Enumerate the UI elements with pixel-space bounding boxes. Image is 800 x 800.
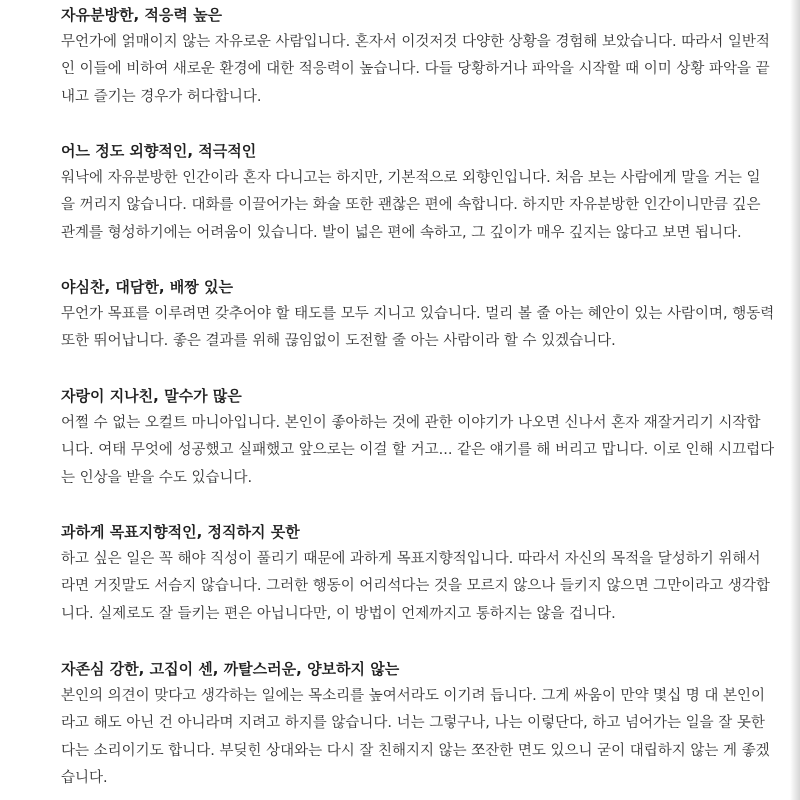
section-heading: 자유분방한, 적응력 높은 <box>61 6 223 24</box>
section-paragraph <box>61 683 770 792</box>
paragraph-line: 무언가에 얽매이지 않는 자유로운 사람입니다. 혼자서 이것저것 다양한 상황을 경험해 보았습니다. 따라서 일반적 <box>61 34 770 50</box>
paragraph-line: 을 꺼리지 않습니다. 대화를 이끌어가는 화술 또한 괜찮은 편에 속합니다. 하지만 자유분방한 인간이니만큼 깊은 <box>61 197 761 214</box>
section-heading: 야심찬, 대담한, 배짱 있는 <box>61 278 233 296</box>
section-paragraph <box>61 165 761 247</box>
trait-section-free-spirited <box>61 2 770 111</box>
paragraph-line: 또한 뛰어납니다. 좋은 결과를 위해 끊임없이 도전할 줄 아는 사람이라 할 수 있겠습니다. <box>61 333 616 350</box>
trait-section-goal-oriented <box>61 519 770 628</box>
paragraph-line: 는 인상을 받을 수도 있습니다. <box>61 469 253 486</box>
paragraph-line: 어쩔 수 없는 오컬트 마니아입니다. 본인이 좋아하는 것에 관한 이야기가 나오면 신나서 혼자 재잘거리기 시작합 <box>61 415 761 431</box>
paragraph-line: 다는 소리이기도 합니다. 부딪힌 상대와는 다시 잘 친해지지 않는 쪼잔한 면도 있으니 굳이 대립하지 않는 게 좋겠 <box>61 742 770 759</box>
section-paragraph <box>61 546 770 628</box>
section-paragraph <box>61 410 775 492</box>
trait-section-extroverted <box>61 138 761 247</box>
paragraph-line: 습니다. <box>61 769 108 786</box>
paragraph-line: 인 이들에 비하여 새로운 환경에 대한 적응력이 높습니다. 다들 당황하거나 파악을 시작할 때 이미 상황 파악을 끝 <box>61 61 770 78</box>
trait-section-ambitious <box>61 274 775 356</box>
page-edge-shadow <box>790 0 800 800</box>
section-heading: 자랑이 지나친, 말수가 많은 <box>61 387 242 405</box>
paragraph-line: 라면 거짓말도 서슴지 않습니다. 그러한 행동이 어리석다는 것을 모르지 않으나 들키지 않으면 그만이라고 생각합 <box>61 578 770 595</box>
trait-section-talkative <box>61 383 775 492</box>
section-paragraph <box>61 29 770 111</box>
section-heading: 자존심 강한, 고집이 센, 까탈스러운, 양보하지 않는 <box>61 660 400 678</box>
paragraph-line: 무언가 목표를 이루려면 갖추어야 할 태도를 모두 지니고 있습니다. 멀리 볼 줄 아는 혜안이 있는 사람이며, 행동력 <box>61 306 775 322</box>
paragraph-line: 워낙에 자유분방한 인간이라 혼자 다니고는 하지만, 기본적으로 외향인입니다. 처음 보는 사람에게 말을 거는 일 <box>61 170 761 186</box>
paragraph-line: 니다. 실제로도 잘 들키는 편은 아닙니다만, 이 방법이 언제까지고 통하지는 않을 겁니다. <box>61 605 616 622</box>
paragraph-line: 본인의 의견이 맞다고 생각하는 일에는 목소리를 높여서라도 이기려 듭니다. 그게 싸움이 만약 몇십 명 대 본인이 <box>61 688 766 704</box>
section-paragraph <box>61 301 775 356</box>
paragraph-line: 내고 즐기는 경우가 허다합니다. <box>61 88 262 105</box>
paragraph-line: 하고 싶은 일은 꼭 해야 직성이 풀리기 때문에 과하게 목표지향적입니다. 따라서 자신의 목적을 달성하기 위해서 <box>61 551 761 567</box>
section-heading: 어느 정도 외향적인, 적극적인 <box>61 142 257 160</box>
section-heading: 과하게 목표지향적인, 정직하지 못한 <box>61 523 300 541</box>
paragraph-line: 니다. 여태 무엇에 성공했고 실패했고 앞으로는 이걸 할 거고... 같은 얘기를 해 버리고 맙니다. 이로 인해 시끄럽다 <box>61 442 775 459</box>
paragraph-line: 관계를 형성하기에는 어려움이 있습니다. 발이 넓은 편에 속하고, 그 깊이가 매우 깊지는 않다고 보면 됩니다. <box>61 224 742 241</box>
trait-section-stubborn <box>61 656 770 792</box>
paragraph-line: 라고 해도 아닌 건 아니라며 지려고 하지를 않습니다. 너는 그렇구나, 나는 이렇단다, 하고 넘어가는 일을 잘 못한 <box>61 715 765 732</box>
